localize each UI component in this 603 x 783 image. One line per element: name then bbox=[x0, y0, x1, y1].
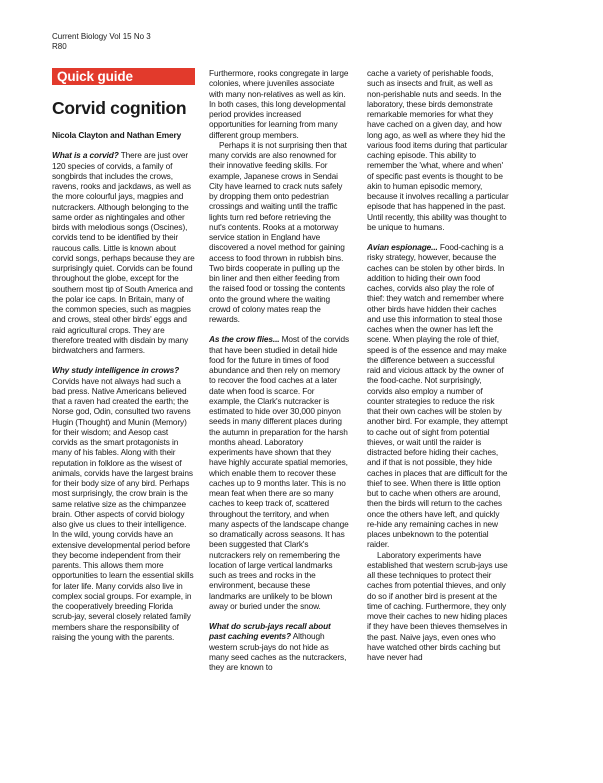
paragraph: Perhaps it is not surprising then that many corvids are also renowned for their innovative feeding skills. For example, Japanese crows in Sendai City have learned to crack nuts safely by dropping them onto pedestrian crossings and waiting until the traffic lights turn red before retrieving the nut's contents. Rooks at a motorway service station in England have discovered a novel method for gaining access to food thrown in rubbish bins. Two birds cooperate in pulling up the bin liner and then either feeding from the raised food or tossing the contents onto the ground where the waiting crowd of colony mates reap the rewards. bbox=[209, 139, 347, 324]
column-1 bbox=[52, 68, 195, 642]
authors: Nicola Clayton and Nathan Emery bbox=[52, 130, 182, 140]
paragraph-body: Most of the corvids that have been studied in detail hide food for the future in times of food abundance and then rely on memory to recover the food caches at a later date when food is scarce. For example, the Clark's nutcracker is estimated to hide over 30,000 pinyon seeds in many different places during the autumn in preparation for the harsh months ahead. Laboratory experiments have shown that they have highly accurate spatial memories, which enable them to recover these caches up to 9 months later. This is no mean feat when there are so many caches to keep track of, scattered throughout the territory, and when many aspects of the landscape change so dramatically across seasons. It has been suggested that Clark's nutcrackers rely on remembering the location of large vertical landmarks such as trees and rocks in the environment, because these landmarks are unlikely to be blown away or buried under the snow. bbox=[209, 334, 349, 611]
page-number: R80 bbox=[52, 41, 67, 51]
paragraph-lead: What do scrub-jays recall about past caching events? bbox=[209, 621, 331, 642]
paragraph bbox=[367, 242, 509, 550]
column-3 bbox=[367, 68, 509, 662]
paragraph: Furthermore, rooks congregate in large colonies, where juveniles associate with many non-relatives as well as kin. In both cases, this long developmental period provides increased opportunities for learning from many different group members. bbox=[209, 68, 349, 140]
column-2 bbox=[209, 68, 349, 672]
paragraph bbox=[209, 621, 349, 672]
paragraph bbox=[209, 334, 349, 611]
paragraph-lead: What is a corvid? bbox=[52, 150, 119, 161]
article-title: Corvid cognition bbox=[52, 98, 187, 118]
paragraph-body: There are just over 120 species of corvids, a family of songbirds that includes the crows, ravens, rooks and jackdaws, as well as the more colourful jays, magpies and nutcrackers. Although belonging to the same order as nightingales and other birds with melodious songs (Oscines), corvids tend to be identified by their raucous calls. Little is known about corvid songs, perhaps because they are surprisingly quiet. Corvids can be found throughout the globe, except for the southern most tip of South America and the polar ice caps. In Britain, many of the common species, such as magpies and crows, steal other birds' eggs and raid agricultural crops. They are therefore treated with disdain by many birdwatchers and farmers. bbox=[52, 150, 195, 355]
paragraph-lead: Why study intelligence in crows? bbox=[52, 365, 180, 376]
paragraph bbox=[52, 150, 195, 355]
paragraph-body: Although western scrub-jays do not hide as many seed caches as the nutcrackers, they are known to bbox=[209, 631, 347, 672]
section-banner: Quick guide bbox=[52, 68, 195, 85]
paragraph: Laboratory experiments have established that western scrub-jays use all these techniques to protect their caches from potential thieves, and only do so if another bird is present at the time of caching. Furthermore, they only move their caches to new hiding places if they have been thieves themselves in the past. Naive jays, even ones who have watched other birds caching but have never had bbox=[367, 549, 508, 662]
paragraph: cache a variety of perishable foods, such as insects and fruit, as well as non-perishable nuts and seeds. In the laboratory, these birds demonstrate remarkable memories for what they have cached on a given day, and how long ago, as well as where they hid the various food items during that particular caching episode. This ability to remember the 'what, where and when' of specific past events is thought to be akin to human episodic memory, because it involves recalling a particular episode that has happened in the past. Until recently, this ability was thought to be unique to humans. bbox=[367, 68, 509, 232]
paragraph-body: Corvids have not always had such a bad press. Native Americans believed that a raven had created the earth; the Norse god, Odin, consulted two ravens Hugin (Thought) and Munin (Memory) for their wisdom; and Aesop cast corvids as the smart protagonists in many of his fables. Along with their reputation in folklore as the wisest of animals, corvids have the largest brains for their body size of any bird. Perhaps most surprisingly, the crow brain is the same relative size as the chimpanzee brain. Other aspects of corvid biology also give us clues to their intelligence. In the wild, young corvids have an extensive developmental period before they become independent from their parents. This allows them more opportunities to learn the essential skills for later life. Many corvids also live in complex social groups. For example, in the cooperatively breeding Florida scrub-jay, several closely related family members share the responsibility of raising the young with the parents. bbox=[52, 375, 194, 642]
paragraph-lead: Avian espionage... bbox=[367, 242, 438, 252]
paragraph-body: Food-caching is a risky strategy, however, because the caches can be stolen by other birds. In addition to hiding their own food caches, corvids also play the role of thief: they watch and remember where other birds have hidden their caches and use this information to steal those caches when the owner has left the scene. When playing the role of thief, speed is of the essence and may make the difference between a successful raid and vicious attack by the owner of the food-cache. Not surprisingly, corvids also employ a number of counter strategies to reduce the risk that their own caches will be stolen by another bird. For example, they attempt to cache out of sight from potential thieves, or wait until the raider is distracted before hiding their caches, and if that is not possible, they hide caches in places that are difficult for the thief to see. When there is little option but to cache when others are around, then the birds will return to the caches once the others have left, and quickly re-hide any remaining caches in new places unbeknown to the potential raider. bbox=[367, 242, 508, 550]
journal-citation: Current Biology Vol 15 No 3 bbox=[52, 32, 151, 41]
paragraph bbox=[52, 365, 195, 642]
paragraph-lead: As the crow flies... bbox=[209, 334, 280, 345]
running-header bbox=[52, 32, 151, 51]
